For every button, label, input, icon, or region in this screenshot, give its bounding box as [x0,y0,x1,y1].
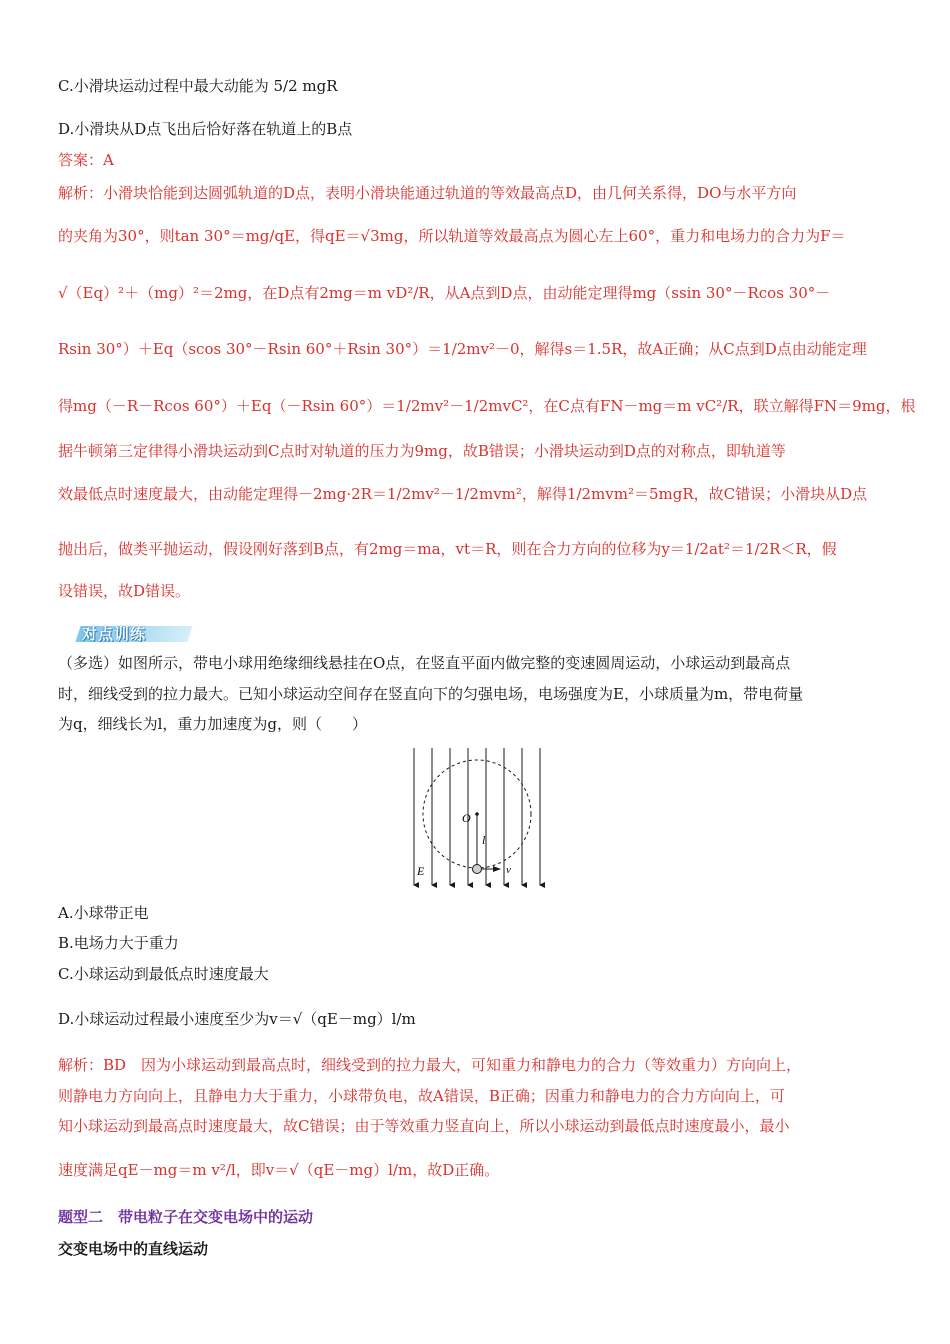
analysis-line-5: 得mg（－R－Rcos 60°）＋Eq（－Rsin 60°）＝1/2mv²－1/2mvC²，在C点有FN－mg＝m vC²/R，联立解得FN＝9mg，根 [58,397,916,415]
analysis-line-7: 效最低点时速度最大，由动能定理得－2mg·2R＝1/2mv²－1/2mvm²，解得1/2mvm²＝5mgR，故C错误；小滑块从D点 [58,485,868,503]
analysis-line-8: 抛出后，做类平抛运动，假设刚好落到B点，有2mg＝ma，vt＝R，则在合力方向的位移为y＝1/2at²＝1/2R＜R，假 [58,540,837,558]
option-d-prev: D.小滑块从D点飞出后恰好落在轨道上的B点 [58,120,353,138]
question-line-3: 为q，细线长为l，重力加速度为g，则（ ） [58,715,368,733]
pivot-point [475,812,479,816]
analysis-line-3: √（Eq）²＋（mg）²＝2mg，在D点有2mg＝m vD²/R，从A点到D点，由动能定理得mg（ssin 30°－Rcos 30°－ [58,284,831,302]
subsection-heading: 交变电场中的直线运动 [58,1240,209,1258]
charged-ball [473,865,482,874]
label-o: O [462,811,471,825]
label-e: E [417,864,425,878]
banner-label: 对点训练 [82,625,147,643]
solution-line-4: 速度满足qE－mg＝m v²/l，即v＝√（qE－mg）l/m，故D正确。 [58,1161,500,1179]
label-v: v [506,864,511,876]
analysis-line-4: Rsin 30°）＋Eq（scos 30°－Rsin 60°＋Rsin 30°）＝1/2mv²－0，解得s＝1.5R，故A正确；从C点到D点由动能定理 [58,340,867,358]
solution-line-1: 解析：BD 因为小球运动到最高点时，细线受到的拉力最大，可知重力和静电力的合力（等效重力）方向向上， [58,1056,802,1074]
choice-d: D.小球运动过程最小速度至少为v＝√（qE－mg）l/m [58,1010,416,1028]
question-line-2: 时，细线受到的拉力最大。已知小球运动空间存在竖直向下的匀强电场，电场强度为E，小球质量为m，带电荷量 [58,685,804,703]
choice-c: C.小球运动到最低点时速度最大 [58,965,269,983]
analysis-line-6: 据牛顿第三定律得小滑块运动到C点时对轨道的压力为9mg，故B错误；小滑块运动到D点的对称点，即轨道等 [58,442,786,460]
analysis-line-1: 解析：小滑块恰能到达圆弧轨道的D点，表明小滑块能通过轨道的等效最高点D，由几何关系得，DO与水平方向 [58,184,797,202]
practice-banner [58,622,190,644]
analysis-line-9: 设错误，故D错误。 [58,582,191,600]
solution-line-2: 则静电力方向向上，且静电力大于重力，小球带负电，故A错误，B正确；因重力和静电力的合力方向向上，可 [58,1087,785,1105]
solution-line-3: 知小球运动到最高点时速度最大，故C错误；由于等效重力竖直向上，所以小球运动到最低点时速度最小，最小 [58,1117,790,1135]
section-heading: 题型二 带电粒子在交变电场中的运动 [58,1208,314,1226]
question-line-1: （多选）如图所示，带电小球用绝缘细线悬挂在O点，在竖直平面内做完整的变速圆周运动，小球运动到最高点 [58,654,791,672]
analysis-line-2: 的夹角为30°，则tan 30°＝mg/qE，得qE＝√3mg，所以轨道等效最高点为圆心左上60°，重力和电场力的合力为F＝ [58,227,846,245]
label-l: l [482,833,486,847]
choice-a: A.小球带正电 [58,904,149,922]
answer-line: 答案：A [58,151,114,169]
choice-b: B.电场力大于重力 [58,934,179,952]
option-c-prev: C.小滑块运动过程中最大动能为 5/2 mgR [58,77,338,95]
electric-field-diagram [400,742,550,892]
